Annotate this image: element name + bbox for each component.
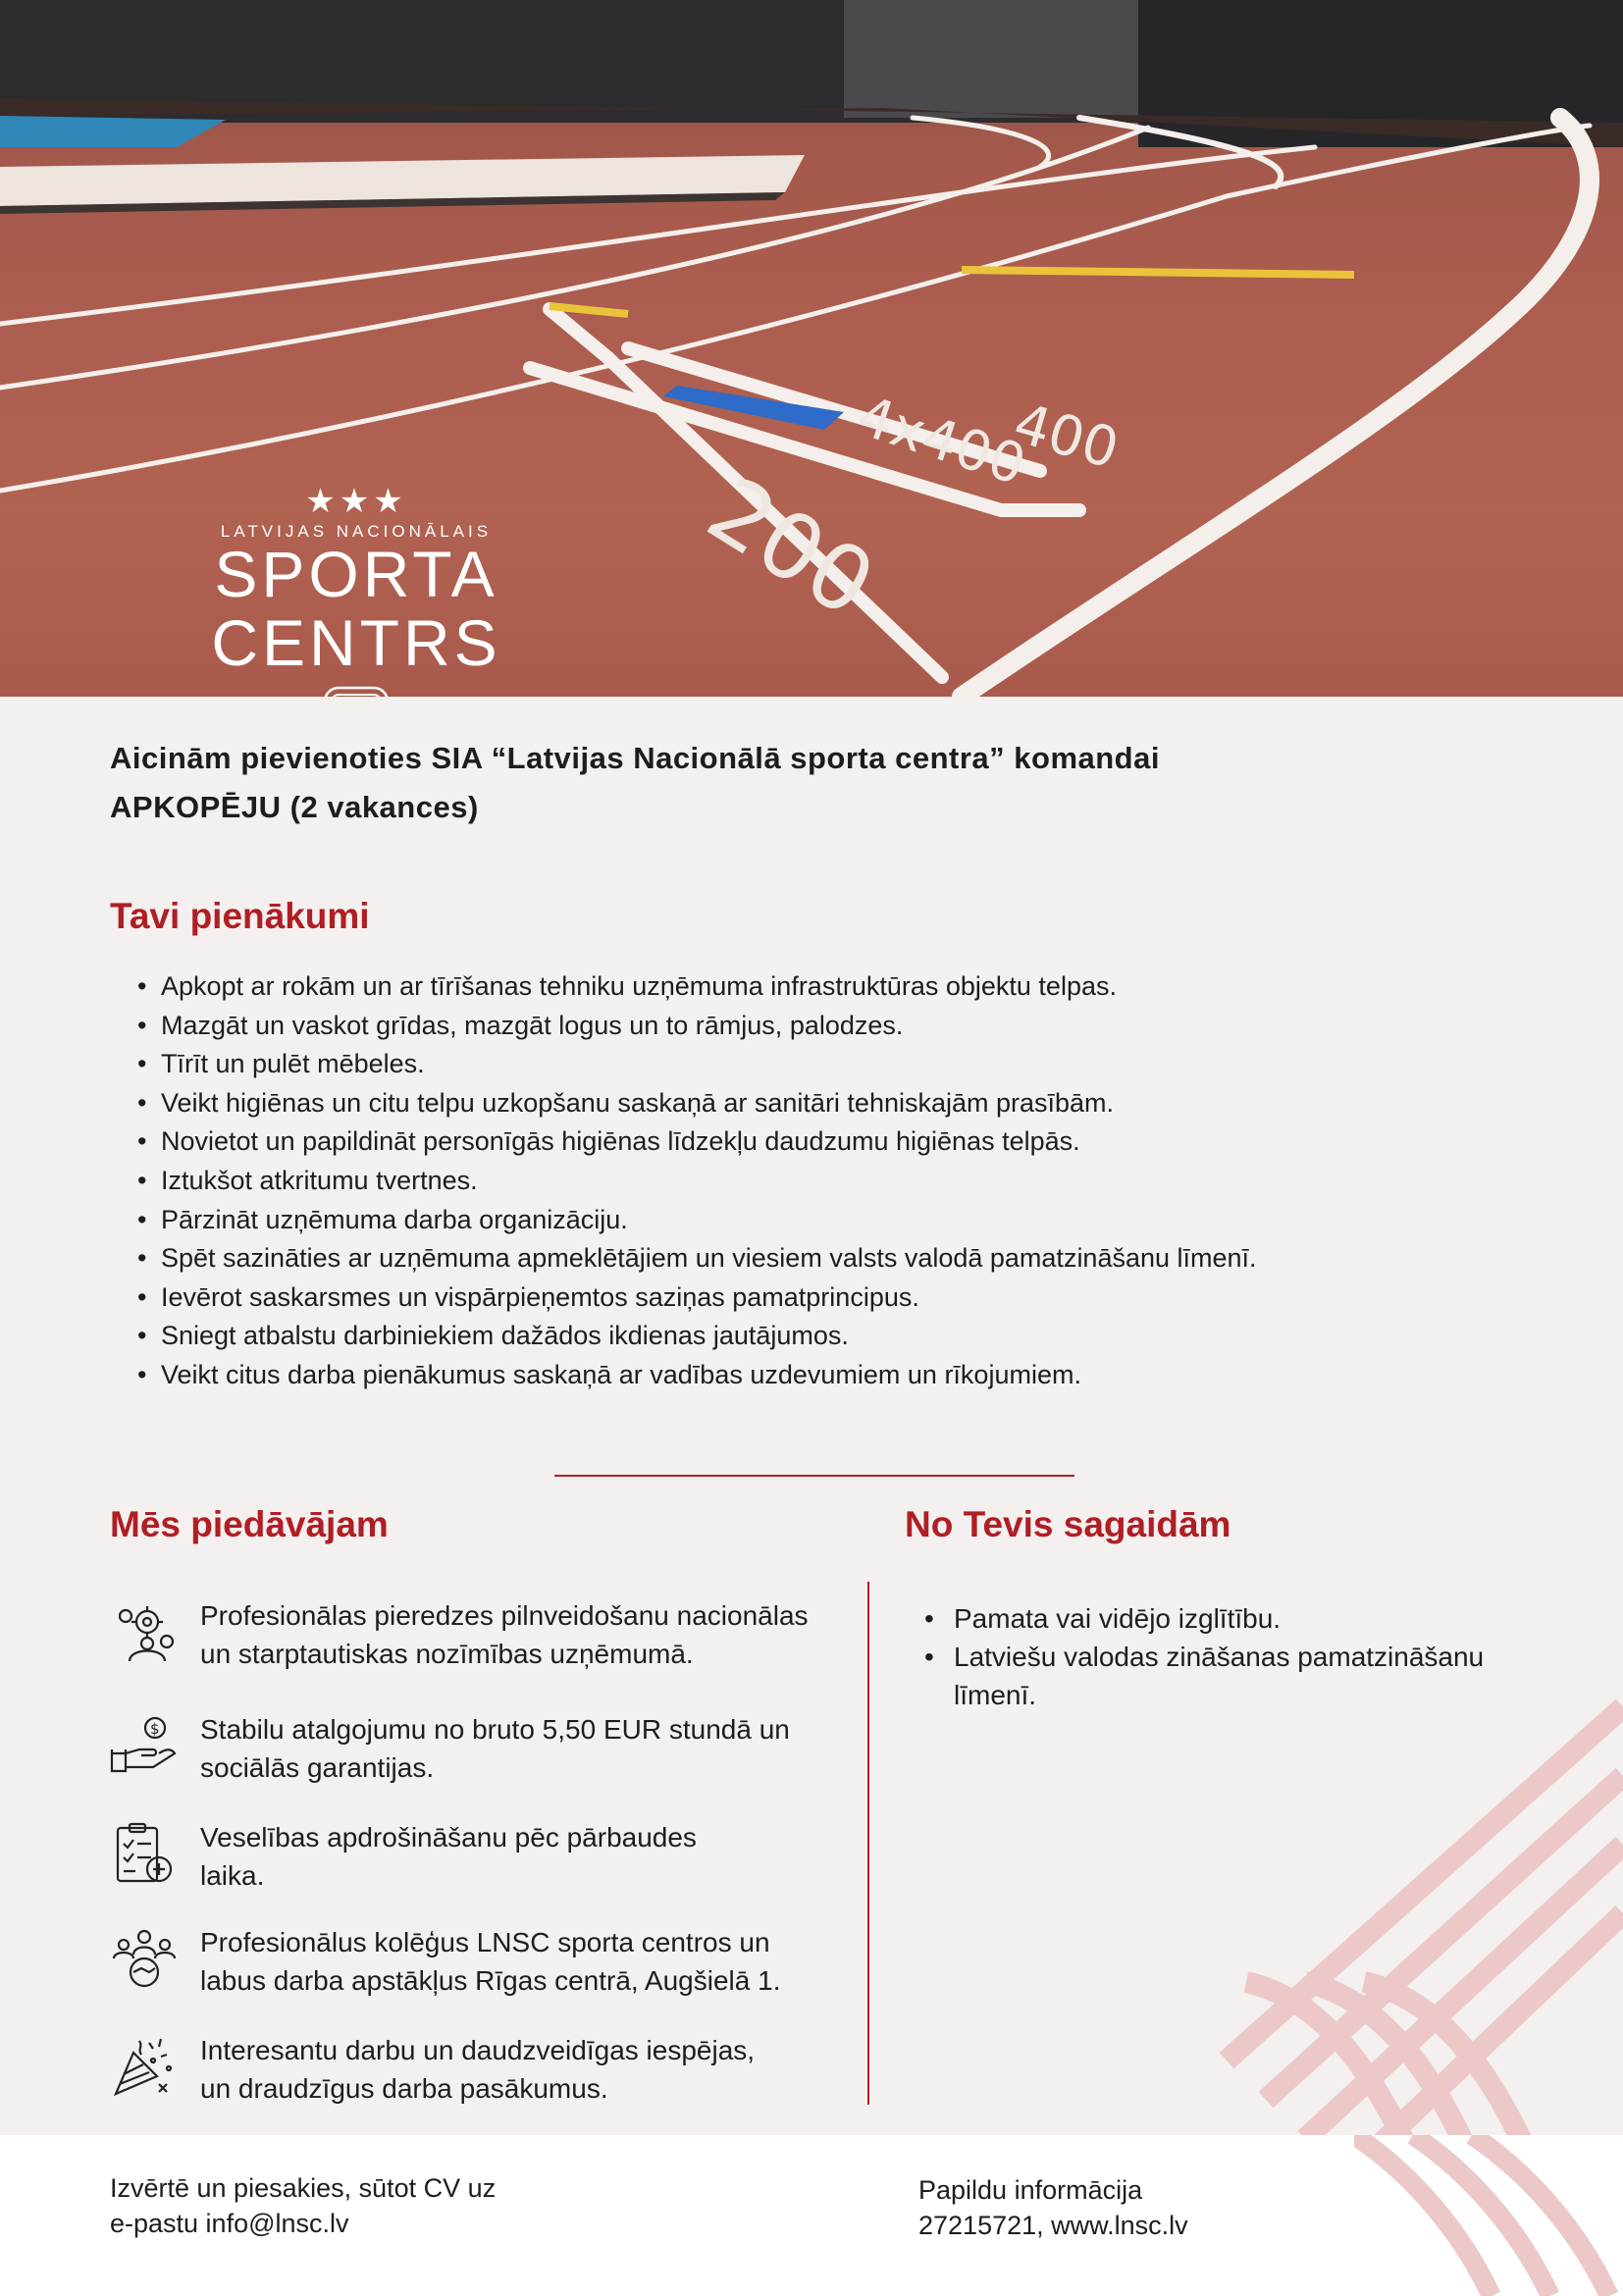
apply-info <box>110 2170 496 2241</box>
contact-label: Papildu informācija <box>918 2175 1143 2205</box>
offer-line: un starptautiskas nozīmības uzņēmumā. <box>200 1639 694 1669</box>
apply-email[interactable]: e-pastu info@lnsc.lv <box>110 2209 349 2238</box>
logo-title: SPORTA CENTRS <box>211 538 501 679</box>
footer-stripes-graphic <box>1354 2135 1623 2296</box>
duty-item: • Ievērot saskarsmes un vispārpieņemtos saziņas pamatprincipus. <box>137 1278 1257 1318</box>
duties-title: Tavi pienākumi <box>110 896 370 936</box>
section-divider <box>554 1475 1074 1477</box>
duty-item: • Spēt sazināties ar uzņēmuma apmeklētājiem un viesiem valsts valodā pamatzināšanu līmenī. <box>137 1239 1257 1278</box>
expect-item: • Pamata vai vidējo izglītību. <box>922 1599 1531 1638</box>
intro-heading <box>110 734 1386 832</box>
expect-title: No Tevis sagaidām <box>905 1504 1231 1544</box>
salary-hand-icon <box>110 1714 179 1777</box>
svg-text:$: $ <box>150 1720 160 1738</box>
offer-line: Profesionālus kolēģus LNSC sporta centros un <box>200 1927 770 1957</box>
offer-line: Veselības apdrošināšanu pēc pārbaudes <box>200 1822 697 1852</box>
experience-icon <box>110 1600 179 1663</box>
duty-item: • Pārzināt uzņēmuma darba organizāciju. <box>137 1201 1257 1240</box>
column-divider <box>867 1582 869 2105</box>
expect-item: • Latviešu valodas zināšanas pamatzināšanu līmenī. <box>922 1638 1531 1714</box>
duty-item: • Sniegt atbalstu darbiniekiem dažādos ikdienas jautājumos. <box>137 1317 1257 1356</box>
offer-line: Interesantu darbu un daudzveidīgas iespējas, <box>200 2035 756 2065</box>
offer-line: un draudzīgus darba pasākumus. <box>200 2073 608 2104</box>
offer-line: laika. <box>200 1860 265 1891</box>
offer-line: labus darba apstākļus Rīgas centrā, Augšielā 1. <box>200 1965 781 1996</box>
hero-photo <box>0 0 1623 697</box>
duty-item: • Novietot un papildināt personīgās higiēnas līdzekļu daudzumu higiēnas telpās. <box>137 1122 1257 1162</box>
duty-item: • Mazgāt un vaskot grīdas, mazgāt logus un to rāmjus, palodzes. <box>137 1007 1257 1046</box>
duty-item: • Veikt citus darba pienākumus saskaņā ar vadības uzdevumiem un rīkojumiem. <box>137 1356 1257 1395</box>
apply-text: Izvērtē un piesakies, sūtot CV uz <box>110 2173 497 2203</box>
offer-line: Profesionālas pieredzes pilnveidošanu nacionālas <box>200 1600 809 1631</box>
offer-line: sociālās garantijas. <box>200 1752 435 1783</box>
logo-stars-icon: ★★★ <box>305 483 407 520</box>
offer-line: Stabilu atalgojumu no bruto 5,50 EUR stundā un <box>200 1714 790 1745</box>
contact-details[interactable]: 27215721, www.lnsc.lv <box>918 2211 1188 2240</box>
intro-line-position: APKOPĒJU (2 vakances) <box>110 790 479 824</box>
intro-line-company: Aicinām pievienoties SIA “Latvijas Nacionālā sporta centra” komandai <box>110 741 1160 775</box>
track-emblem-icon <box>322 685 391 697</box>
offer-title: Mēs piedāvājam <box>110 1504 389 1544</box>
celebration-icon <box>110 2035 179 2098</box>
duties-list <box>137 967 1257 1395</box>
health-insurance-icon <box>110 1822 179 1885</box>
duty-item: • Iztukšot atkritumu tvertnes. <box>137 1162 1257 1201</box>
duty-item: • Apkopt ar rokām un ar tīrīšanas tehniku uzņēmuma infrastruktūras objektu telpas. <box>137 967 1257 1007</box>
track-mark-400: 400 <box>1007 391 1126 482</box>
duty-item: • Tīrīt un pulēt mēbeles. <box>137 1045 1257 1084</box>
contact-info <box>918 2172 1188 2243</box>
duty-item: • Veikt higiēnas un citu telpu uzkopšanu saskaņā ar sanitāri tehniskajām prasībām. <box>137 1084 1257 1123</box>
track-mark-4x400: 4x400 <box>849 384 1033 498</box>
lnsc-logo <box>106 485 606 697</box>
expect-list <box>922 1599 1531 1714</box>
logo-subtitle: LATVIJAS NACIONĀLAIS <box>220 522 493 541</box>
colleagues-icon <box>110 1927 179 1990</box>
track-mark-200: 200 <box>690 456 892 638</box>
